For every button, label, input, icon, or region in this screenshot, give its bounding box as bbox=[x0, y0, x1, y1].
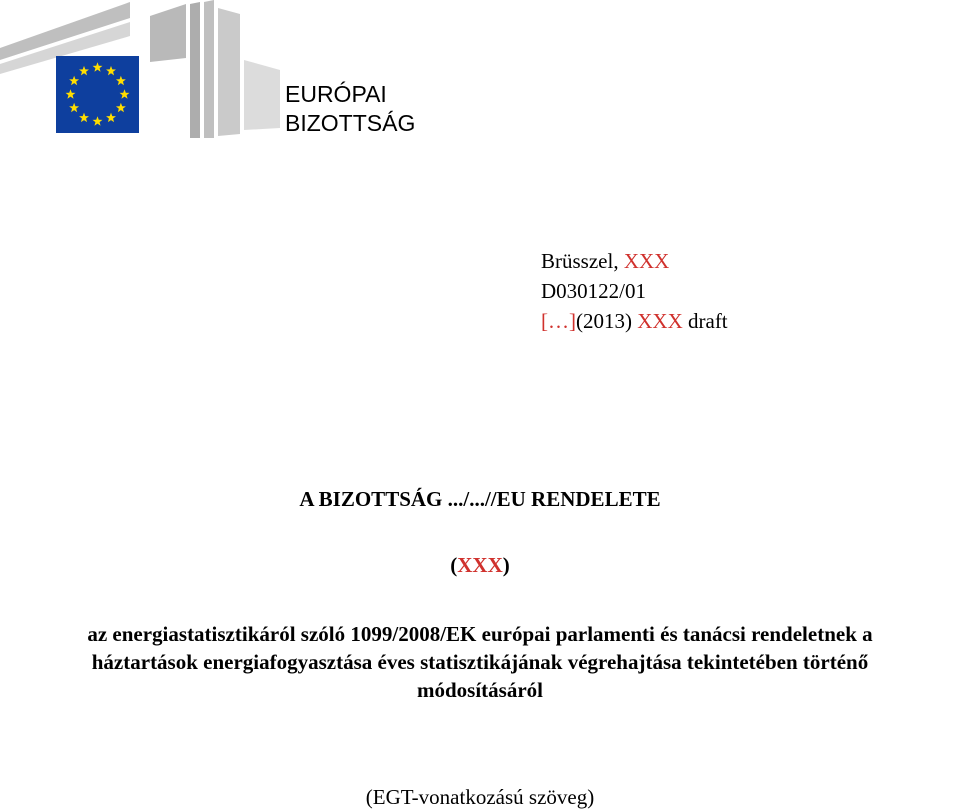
organization-name bbox=[285, 80, 415, 138]
city: Brüsszel, bbox=[541, 249, 619, 273]
ref-paren-open: ( bbox=[450, 553, 458, 577]
eea-relevance-note: (EGT-vonatkozású szöveg) bbox=[365, 785, 595, 809]
ref-paren-close: ) bbox=[502, 553, 510, 577]
ref-placeholder: XXX bbox=[637, 309, 683, 333]
organization-name-line2: BIZOTTSÁG bbox=[285, 110, 416, 136]
document-title: A BIZOTTSÁG .../...//EU RENDELETE bbox=[299, 487, 661, 511]
ref-status: draft bbox=[688, 309, 728, 333]
document-subject bbox=[0, 620, 960, 704]
berlaymont-building-icon bbox=[0, 0, 280, 138]
ref-ellipsis: … bbox=[548, 309, 569, 333]
european-commission-logo bbox=[0, 0, 280, 140]
reference-line bbox=[541, 306, 728, 336]
ref-xxx: XXX bbox=[457, 553, 503, 577]
subject-line-1: az energiastatisztikáról szóló 1099/2008/EK európai parlamenti és tanácsi rendeletnek a bbox=[87, 622, 873, 646]
ref-year: (2013) bbox=[576, 309, 632, 333]
document-meta bbox=[541, 246, 728, 336]
subject-line-3: módosításáról bbox=[417, 678, 543, 702]
organization-name-line1: EURÓPAI bbox=[285, 81, 387, 107]
date-placeholder: XXX bbox=[623, 249, 670, 273]
subject-line-2: háztartások energiafogyasztása éves statisztikájának végrehajtása tekintetében történő bbox=[91, 650, 869, 674]
document-reference bbox=[0, 553, 960, 578]
ref-bracket-close: ] bbox=[569, 309, 576, 333]
place-date-line bbox=[541, 246, 728, 276]
document-code: D030122/01 bbox=[541, 279, 646, 303]
ref-bracket-open: [ bbox=[541, 309, 548, 333]
